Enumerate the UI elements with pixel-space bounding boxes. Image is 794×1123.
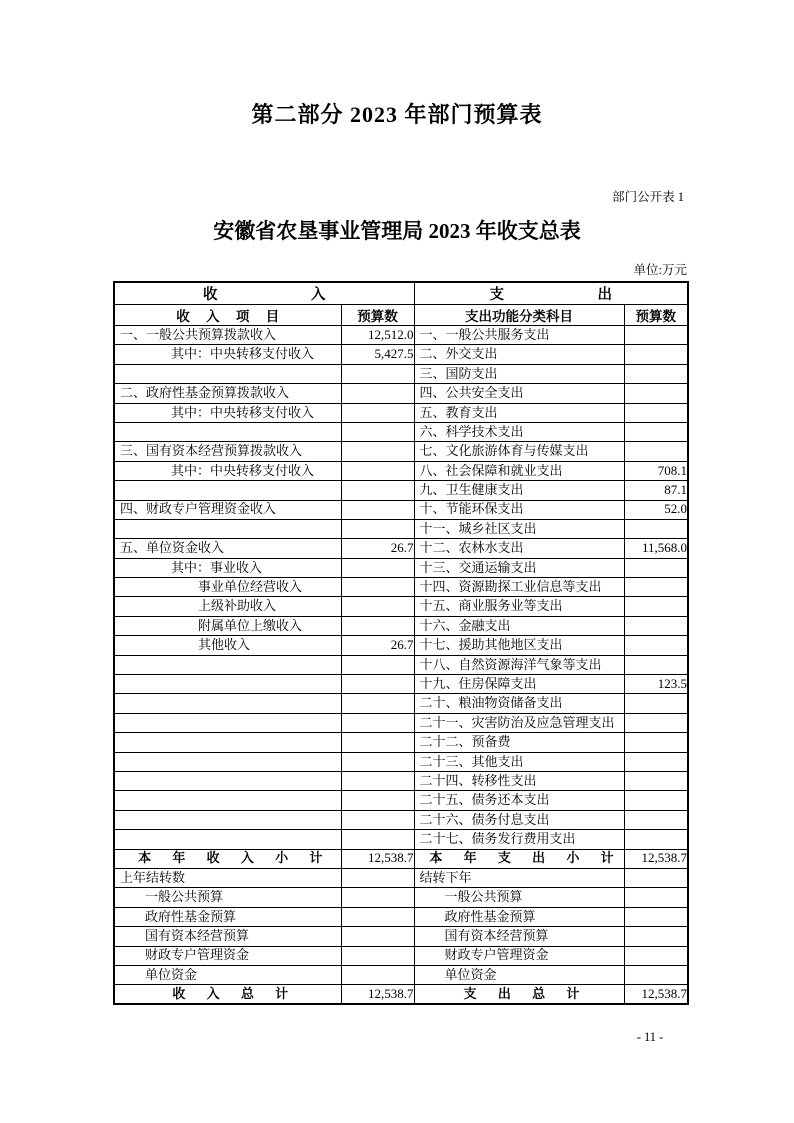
income-item-cell: 财政专户管理资金 — [114, 946, 341, 965]
expense-item-cell: 二十七、债务发行费用支出 — [414, 830, 624, 849]
income-budget-cell — [341, 694, 414, 713]
expense-item-cell: 十、节能环保支出 — [414, 500, 624, 519]
table-row — [114, 771, 688, 790]
table-row — [114, 927, 688, 946]
expense-budget-cell — [624, 578, 688, 597]
table-row — [114, 636, 688, 655]
expense-item-cell: 二十六、债务付息支出 — [414, 810, 624, 829]
income-item-cell — [114, 791, 341, 810]
expense-budget-cell — [624, 888, 688, 907]
expense-budget-cell — [624, 830, 688, 849]
income-item-cell: 政府性基金预算 — [114, 907, 341, 926]
income-item-cell: 一、一般公共预算拨款收入 — [114, 326, 341, 345]
expense-item-cell: 三、国防支出 — [414, 364, 624, 383]
table-row — [114, 616, 688, 635]
expense-budget-cell — [624, 694, 688, 713]
table-row — [114, 422, 688, 441]
expense-item-cell: 十九、住房保障支出 — [414, 675, 624, 694]
expense-item-cell: 二十二、预备费 — [414, 733, 624, 752]
expense-budget-cell — [624, 519, 688, 538]
expense-budget-cell — [624, 364, 688, 383]
expense-budget-cell — [624, 442, 688, 461]
income-budget-cell — [341, 578, 414, 597]
expense-budget-cell — [624, 965, 688, 984]
income-item-cell: 国有资本经营预算 — [114, 927, 341, 946]
expense-item-cell: 单位资金 — [414, 965, 624, 984]
expense-item-cell: 支 出 总 计 — [414, 985, 624, 1004]
income-group-header: 收 入 — [114, 282, 414, 305]
income-budget-cell — [341, 713, 414, 732]
expense-item-cell: 六、科学技术支出 — [414, 422, 624, 441]
expense-budget-cell — [624, 771, 688, 790]
expense-budget-cell — [624, 655, 688, 674]
income-item-cell — [114, 675, 341, 694]
income-budget-cell: 12,538.7 — [341, 985, 414, 1004]
expense-budget-cell — [624, 636, 688, 655]
income-item-cell — [114, 364, 341, 383]
income-item-cell: 其中：中央转移支付收入 — [114, 345, 341, 364]
expense-budget-cell — [624, 927, 688, 946]
income-budget-cell — [341, 946, 414, 965]
income-item-cell: 二、政府性基金预算拨款收入 — [114, 384, 341, 403]
expense-item-cell: 二、外交支出 — [414, 345, 624, 364]
expense-budget-cell — [624, 733, 688, 752]
expense-budget-cell: 11,568.0 — [624, 539, 688, 558]
table-row — [114, 481, 688, 500]
expense-item-cell: 五、教育支出 — [414, 403, 624, 422]
expense-budget-cell: 87.1 — [624, 481, 688, 500]
income-item-cell — [114, 481, 341, 500]
expense-item-cell: 结转下年 — [414, 868, 624, 887]
income-item-cell: 其中：事业收入 — [114, 558, 341, 577]
budget-summary-table — [113, 281, 689, 1005]
income-item-cell — [114, 519, 341, 538]
table-row — [114, 345, 688, 364]
col-header-income-budget: 预算数 — [341, 305, 414, 326]
expense-budget-cell — [624, 345, 688, 364]
income-budget-cell — [341, 422, 414, 441]
table-row — [114, 888, 688, 907]
income-budget-cell — [341, 616, 414, 635]
income-item-cell — [114, 752, 341, 771]
table-row — [114, 578, 688, 597]
table-row — [114, 752, 688, 771]
table-row — [114, 364, 688, 383]
table-row — [114, 403, 688, 422]
income-budget-cell — [341, 927, 414, 946]
income-budget-cell — [341, 752, 414, 771]
table-row — [114, 558, 688, 577]
income-budget-cell — [341, 655, 414, 674]
expense-item-cell: 二十一、灾害防治及应急管理支出 — [414, 713, 624, 732]
income-budget-cell — [341, 675, 414, 694]
table-header-row-groups — [114, 282, 688, 305]
col-header-expense-budget: 预算数 — [624, 305, 688, 326]
income-item-cell: 一般公共预算 — [114, 888, 341, 907]
income-budget-cell — [341, 888, 414, 907]
expense-budget-cell — [624, 907, 688, 926]
income-budget-cell — [341, 384, 414, 403]
page-number: - 11 - — [636, 1030, 664, 1044]
table-row — [114, 946, 688, 965]
income-item-cell — [114, 422, 341, 441]
table-row — [114, 694, 688, 713]
income-budget-cell — [341, 500, 414, 519]
expense-budget-cell — [624, 868, 688, 887]
income-budget-cell — [341, 558, 414, 577]
table-row — [114, 965, 688, 984]
income-item-cell: 五、单位资金收入 — [114, 539, 341, 558]
expense-item-cell: 十二、农林水支出 — [414, 539, 624, 558]
income-budget-cell — [341, 965, 414, 984]
expense-item-cell: 财政专户管理资金 — [414, 946, 624, 965]
expense-budget-cell — [624, 422, 688, 441]
table-row — [114, 791, 688, 810]
income-budget-cell: 12,538.7 — [341, 849, 414, 868]
income-budget-cell — [341, 461, 414, 480]
expense-budget-cell — [624, 810, 688, 829]
income-item-cell — [114, 655, 341, 674]
unit-label: 单位:万元 — [633, 263, 687, 277]
table-row — [114, 713, 688, 732]
income-budget-cell — [341, 481, 414, 500]
income-item-cell: 本 年 收 入 小 计 — [114, 849, 341, 868]
table-row — [114, 326, 688, 345]
table-body — [114, 326, 688, 1005]
table-row — [114, 539, 688, 558]
income-budget-cell: 26.7 — [341, 539, 414, 558]
income-budget-cell — [341, 907, 414, 926]
income-budget-cell — [341, 364, 414, 383]
income-budget-cell — [341, 442, 414, 461]
income-item-cell: 单位资金 — [114, 965, 341, 984]
income-budget-cell — [341, 519, 414, 538]
income-item-cell: 上级补助收入 — [114, 597, 341, 616]
expense-budget-cell: 708.1 — [624, 461, 688, 480]
income-budget-cell — [341, 830, 414, 849]
expense-item-cell: 七、文化旅游体育与传媒支出 — [414, 442, 624, 461]
table-reference-label: 部门公开表 1 — [612, 190, 684, 204]
table-row — [114, 810, 688, 829]
table-row — [114, 849, 688, 868]
expense-item-cell: 八、社会保障和就业支出 — [414, 461, 624, 480]
income-budget-cell: 12,512.0 — [341, 326, 414, 345]
income-budget-cell — [341, 868, 414, 887]
table-row — [114, 675, 688, 694]
income-item-cell: 附属单位上缴收入 — [114, 616, 341, 635]
expense-item-cell: 四、公共安全支出 — [414, 384, 624, 403]
col-header-income-item: 收 入 项 目 — [114, 305, 341, 326]
income-item-cell: 其中：中央转移支付收入 — [114, 461, 341, 480]
expense-budget-cell: 123.5 — [624, 675, 688, 694]
expense-item-cell: 九、卫生健康支出 — [414, 481, 624, 500]
table-row — [114, 907, 688, 926]
income-item-cell — [114, 810, 341, 829]
income-budget-cell — [341, 810, 414, 829]
income-budget-cell — [341, 771, 414, 790]
expense-item-cell: 十一、城乡社区支出 — [414, 519, 624, 538]
expense-budget-cell — [624, 791, 688, 810]
income-budget-cell — [341, 733, 414, 752]
table-row — [114, 384, 688, 403]
expense-item-cell: 二十、粮油物资储备支出 — [414, 694, 624, 713]
expense-budget-cell — [624, 403, 688, 422]
expense-item-cell: 十三、交通运输支出 — [414, 558, 624, 577]
expense-item-cell: 政府性基金预算 — [414, 907, 624, 926]
expense-budget-cell — [624, 946, 688, 965]
income-budget-cell: 26.7 — [341, 636, 414, 655]
expense-item-cell: 二十三、其他支出 — [414, 752, 624, 771]
expense-budget-cell — [624, 384, 688, 403]
expense-item-cell: 十五、商业服务业等支出 — [414, 597, 624, 616]
income-item-cell: 三、国有资本经营预算拨款收入 — [114, 442, 341, 461]
expense-item-cell: 国有资本经营预算 — [414, 927, 624, 946]
table-row — [114, 519, 688, 538]
table-row — [114, 597, 688, 616]
expense-item-cell: 一般公共预算 — [414, 888, 624, 907]
income-item-cell — [114, 830, 341, 849]
table-row — [114, 500, 688, 519]
expense-item-cell: 十七、援助其他地区支出 — [414, 636, 624, 655]
table-row — [114, 830, 688, 849]
expense-item-cell: 十六、金融支出 — [414, 616, 624, 635]
income-item-cell — [114, 694, 341, 713]
col-header-expense-item: 支出功能分类科目 — [414, 305, 624, 326]
table-row — [114, 442, 688, 461]
income-budget-cell: 5,427.5 — [341, 345, 414, 364]
income-item-cell — [114, 713, 341, 732]
income-item-cell: 四、财政专户管理资金收入 — [114, 500, 341, 519]
expense-item-cell: 二十四、转移性支出 — [414, 771, 624, 790]
income-item-cell: 其中：中央转移支付收入 — [114, 403, 341, 422]
expense-budget-cell: 12,538.7 — [624, 849, 688, 868]
expenditure-group-header: 支 出 — [414, 282, 688, 305]
table-row — [114, 733, 688, 752]
expense-budget-cell — [624, 713, 688, 732]
table-row — [114, 655, 688, 674]
table-row — [114, 461, 688, 480]
expense-budget-cell — [624, 558, 688, 577]
income-budget-cell — [341, 403, 414, 422]
expense-budget-cell: 12,538.7 — [624, 985, 688, 1004]
expense-budget-cell — [624, 752, 688, 771]
income-budget-cell — [341, 791, 414, 810]
expense-item-cell: 本 年 支 出 小 计 — [414, 849, 624, 868]
expense-item-cell: 一、一般公共服务支出 — [414, 326, 624, 345]
income-item-cell: 上年结转数 — [114, 868, 341, 887]
table-row — [114, 868, 688, 887]
expense-budget-cell — [624, 616, 688, 635]
expense-budget-cell — [624, 326, 688, 345]
expense-item-cell: 二十五、债务还本支出 — [414, 791, 624, 810]
expense-budget-cell — [624, 597, 688, 616]
table-header-row-columns — [114, 305, 688, 326]
income-item-cell — [114, 733, 341, 752]
part-title: 第二部分 2023 年部门预算表 — [251, 102, 543, 127]
expense-item-cell: 十四、资源勘探工业信息等支出 — [414, 578, 624, 597]
income-item-cell: 收 入 总 计 — [114, 985, 341, 1004]
income-item-cell: 其他收入 — [114, 636, 341, 655]
expense-item-cell: 十八、自然资源海洋气象等支出 — [414, 655, 624, 674]
income-item-cell: 事业单位经营收入 — [114, 578, 341, 597]
income-item-cell — [114, 771, 341, 790]
income-budget-cell — [341, 597, 414, 616]
table-row — [114, 985, 688, 1004]
expense-budget-cell: 52.0 — [624, 500, 688, 519]
table-title: 安徽省农垦事业管理局 2023 年收支总表 — [213, 219, 581, 243]
